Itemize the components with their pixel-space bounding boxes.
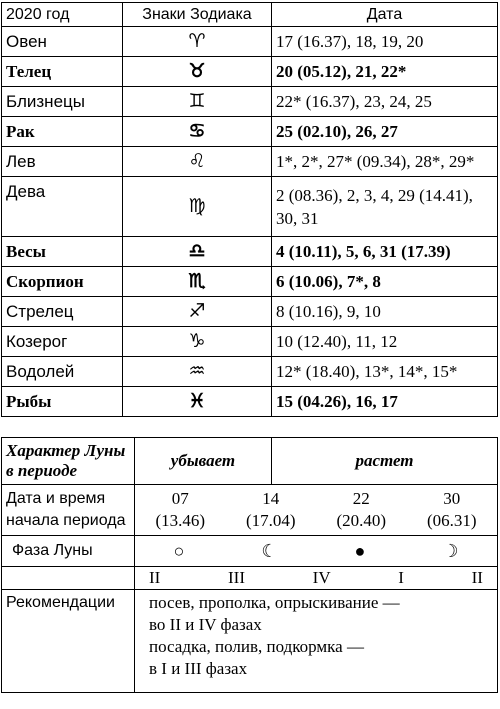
- moon-character-label: [2, 438, 135, 485]
- sign-dates-line: 22* (16.37), 23, 24, 25: [276, 92, 432, 111]
- zodiac-row-capricorn: [2, 327, 498, 357]
- sign-dates: [272, 57, 498, 87]
- quarter-4: I: [398, 568, 404, 587]
- sign-dates: [272, 267, 498, 297]
- zodiac-row-scorpio: [2, 267, 498, 297]
- moon-character-label-line1: Характер Луны: [6, 441, 126, 460]
- sign-dates: [272, 147, 498, 177]
- sign-name: Рыбы: [2, 387, 123, 417]
- sign-name: Рак: [2, 117, 123, 147]
- period-2-day: 14: [262, 489, 280, 508]
- sign-dates-line: 10 (12.40), 11, 12: [276, 332, 398, 351]
- sign-dates-line: 30, 31: [276, 208, 319, 228]
- zodiac-table-body: [2, 3, 498, 417]
- pisces-icon: ♓︎: [123, 387, 272, 417]
- aquarius-icon: ♒︎: [123, 357, 272, 387]
- zodiac-row-aquarius: [2, 357, 498, 387]
- quarter-2: III: [228, 568, 245, 587]
- zodiac-header-row: [2, 3, 498, 27]
- virgo-icon: ♍︎: [123, 177, 272, 237]
- period-1-day: 07: [171, 489, 189, 508]
- period-4-day: 30: [443, 489, 461, 508]
- new-moon-filled-icon: ●: [354, 540, 366, 561]
- zodiac-row-aries: [2, 27, 498, 57]
- sign-dates: [272, 357, 498, 387]
- header-signs: Знаки Зодиака: [123, 3, 272, 27]
- zodiac-row-taurus: [2, 57, 498, 87]
- sign-dates: [272, 117, 498, 147]
- sign-name: Овен: [2, 27, 123, 57]
- zodiac-table: [1, 2, 498, 417]
- header-date: Дата: [272, 3, 498, 27]
- waning-label: убывает: [135, 438, 272, 485]
- recommendation-line-2: во II и IV фазах: [149, 615, 262, 634]
- period-dates-cell: [135, 485, 498, 536]
- libra-icon: ♎︎: [123, 237, 272, 267]
- sign-dates: [272, 297, 498, 327]
- gemini-icon: ♊︎: [123, 87, 272, 117]
- waxing-crescent-icon: ☽: [442, 540, 459, 561]
- quarter-row: [2, 567, 498, 590]
- moon-header-row: [2, 438, 498, 485]
- sign-name: Весы: [2, 237, 123, 267]
- phase-symbols-cell: [135, 536, 498, 567]
- zodiac-row-cancer: [2, 117, 498, 147]
- quarter-3: IV: [312, 568, 331, 587]
- phase-label: Фаза Луны: [2, 536, 135, 567]
- scorpio-icon: ♏︎: [123, 267, 272, 297]
- period-dates: [135, 488, 497, 532]
- sign-dates-line: 4 (10.11), 5, 6, 31 (17.39): [276, 242, 451, 261]
- zodiac-row-pisces: [2, 387, 498, 417]
- period-2-time: (17.04): [245, 511, 296, 530]
- period-label-line1: Дата и время: [6, 490, 106, 507]
- recommendations-text: [135, 590, 498, 693]
- sign-dates-line: 25 (02.10), 26, 27: [276, 122, 398, 141]
- sign-dates-line: 15 (04.26), 16, 17: [276, 392, 398, 411]
- sign-name: Дева: [2, 177, 123, 237]
- period-3-day: 22: [352, 489, 370, 508]
- cancer-icon: ♋︎: [123, 117, 272, 147]
- quarters-cell: [135, 567, 498, 590]
- sign-name: Близнецы: [2, 87, 123, 117]
- period-1-time: (13.46): [155, 511, 206, 530]
- period-label: [2, 485, 135, 536]
- sign-dates-line: 1*, 2*, 27* (09.34), 28*, 29*: [276, 152, 475, 171]
- period-3-time: (20.40): [336, 511, 387, 530]
- sign-name: Скорпион: [2, 267, 123, 297]
- quarter-5: II: [471, 568, 483, 587]
- period-4-time: (06.31): [426, 511, 477, 530]
- sign-dates: [272, 387, 498, 417]
- zodiac-row-leo: [2, 147, 498, 177]
- leo-icon: ♌︎: [123, 147, 272, 177]
- sign-dates: [272, 177, 498, 237]
- sign-dates-line: 8 (10.16), 9, 10: [276, 302, 381, 321]
- header-year: 2020 год: [2, 3, 123, 27]
- sign-dates-line: 17 (16.37), 18, 19, 20: [276, 32, 424, 51]
- recommendations-label: Рекомендации: [2, 590, 135, 693]
- sign-dates-line: 6 (10.06), 7*, 8: [276, 272, 381, 291]
- sign-name: Козерог: [2, 327, 123, 357]
- period-4: [427, 488, 477, 532]
- recommendation-line-3: посадка, полив, подкормка —: [149, 637, 364, 656]
- recommendation-line-4: в I и III фазах: [149, 659, 248, 678]
- sign-dates: [272, 27, 498, 57]
- moon-phase-table: [1, 437, 498, 693]
- period-label-line2: начала периода: [6, 512, 126, 529]
- quarters: [135, 568, 497, 588]
- sagittarius-icon: ♐︎: [123, 297, 272, 327]
- sign-dates: [272, 87, 498, 117]
- phase-symbols: [135, 541, 497, 562]
- zodiac-row-sagittarius: [2, 297, 498, 327]
- sign-dates-line: 2 (08.36), 2, 3, 4, 29 (14.41),: [276, 185, 473, 205]
- zodiac-row-gemini: [2, 87, 498, 117]
- waning-crescent-icon: ☾: [261, 540, 278, 561]
- quarter-1: II: [149, 568, 161, 587]
- sign-name: Телец: [2, 57, 123, 87]
- period-3: [336, 488, 386, 532]
- waxing-label: растет: [271, 438, 497, 485]
- sign-name: Стрелец: [2, 297, 123, 327]
- moon-character-label-line2: в периоде: [6, 461, 78, 480]
- sign-dates: [272, 327, 498, 357]
- taurus-icon: ♉︎: [123, 57, 272, 87]
- sign-dates-line: 12* (18.40), 13*, 14*, 15*: [276, 362, 458, 381]
- period-1: [155, 488, 205, 532]
- zodiac-row-virgo: [2, 177, 498, 237]
- sign-name: Водолей: [2, 357, 123, 387]
- recommendation-line-1: посев, прополка, опрыскивание —: [149, 593, 400, 612]
- period-row: [2, 485, 498, 536]
- sign-name: Лев: [2, 147, 123, 177]
- sign-dates: [272, 237, 498, 267]
- capricorn-icon: ♑︎: [123, 327, 272, 357]
- sign-dates-line: 20 (05.12), 21, 22*: [276, 62, 407, 81]
- recommendations-row: [2, 590, 498, 693]
- full-moon-outline-icon: ○: [173, 540, 185, 561]
- aries-icon: ♈︎: [123, 27, 272, 57]
- period-2: [246, 488, 296, 532]
- zodiac-row-libra: [2, 237, 498, 267]
- quarter-label-empty: [2, 567, 135, 590]
- phase-row: [2, 536, 498, 567]
